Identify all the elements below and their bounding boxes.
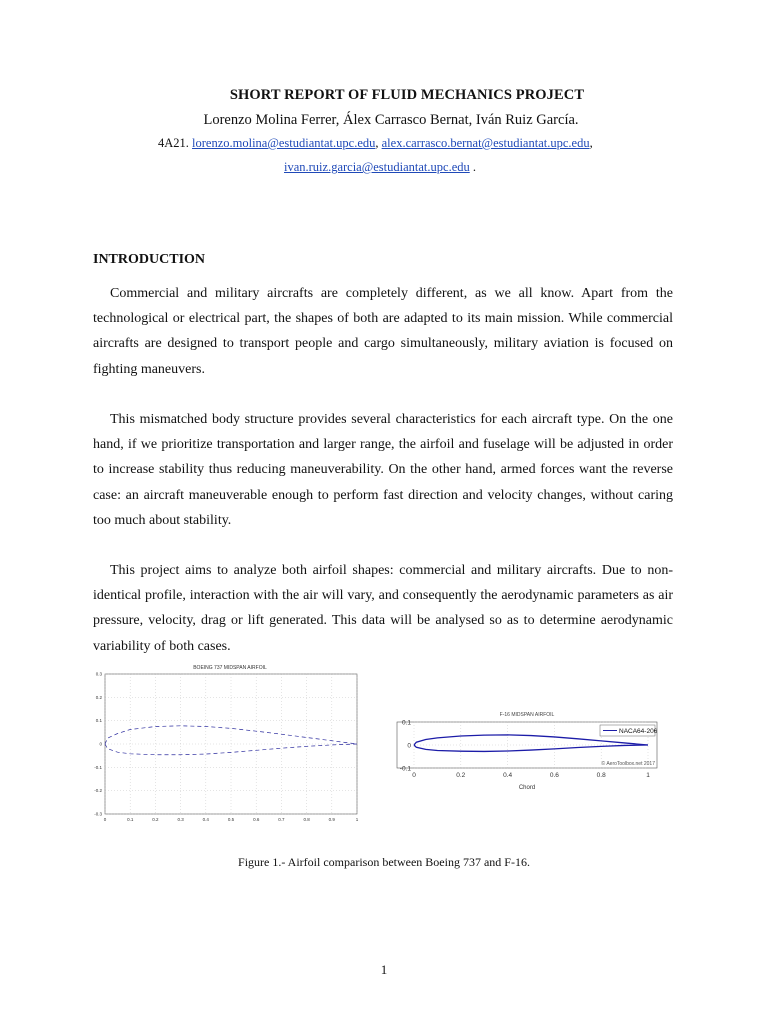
chart-title: BOEING 737 MIDSPAN AIRFOIL <box>193 665 267 671</box>
y-tick-label: 0 <box>99 741 102 747</box>
y-tick-label: -0.3 <box>94 811 102 817</box>
intro-paragraph-3: This project aims to analyze both airfoil shapes: commercial and military aircrafts. Due to non-identical profile, interaction with the air will vary, and consequently the aerodynamic parameters as air pressure, velocity, drag or lift generated. This data will be analysed so as to determine aerodynamic variability of both cases. <box>93 563 673 654</box>
group-code: 4A21. <box>158 136 189 150</box>
x-tick-label: 1 <box>355 817 359 822</box>
y-tick-label: -0.1 <box>94 764 102 770</box>
y-tick-label: -0.2 <box>94 788 102 794</box>
x-tick-label: 0.9 <box>328 817 335 822</box>
paper-title: SHORT REPORT OF FLUID MECHANICS PROJECT <box>229 87 585 103</box>
y-tick-label: 0.2 <box>95 694 102 700</box>
boeing-airfoil-chart <box>93 664 361 824</box>
x-tick-label: 1 <box>646 772 650 779</box>
email-separator: , <box>589 136 593 150</box>
x-tick-label: 0.7 <box>278 817 285 822</box>
email-end: . <box>472 160 476 174</box>
y-tick-label: 0.1 <box>401 719 411 727</box>
chart-background <box>93 664 361 824</box>
intro-paragraph-2: This mismatched body structure provides several characteristics for each aircraft type. On the one hand, if we prioritize transportation and larger range, the airfoil and fuselage will be adjusted in order to increase stability thus reducing maneuverability. On the other hand, armed forces want the reverse case: an aircraft maneuverable enough to perform fast direction and velocity changes, without caring too much about stability. <box>93 412 673 528</box>
y-tick-label: 0 <box>407 742 411 750</box>
x-tick-label: 0.1 <box>127 817 134 822</box>
section-heading: INTRODUCTION <box>93 252 206 267</box>
y-tick-label: 0.3 <box>95 671 102 677</box>
legend-label: NACA64-206 <box>619 728 658 735</box>
credit-text: © AeroToolbox.net 2017 <box>601 761 655 767</box>
x-tick-label: 0.6 <box>549 772 559 779</box>
x-tick-label: 0.3 <box>177 817 184 822</box>
author-list: Lorenzo Molina Ferrer, Álex Carrasco Bernat, Iván Ruiz García. <box>203 112 579 128</box>
x-tick-label: 0.2 <box>152 817 159 822</box>
y-tick-label: -0.1 <box>399 765 411 773</box>
email-link-ivan[interactable]: ivan.ruiz.garcia@estudiantat.upc.edu <box>284 160 470 174</box>
affiliation-line-2 <box>284 160 476 175</box>
f16-airfoil-chart <box>368 704 674 818</box>
x-tick-label: 0.8 <box>596 772 606 779</box>
page-number: 1 <box>380 962 388 977</box>
intro-paragraph-1: Commercial and military aircrafts are completely different, as we all know. Apart from the technological or electrical part, the shapes of both are adapted to its main mission. While commercial aircrafts are designed to transport people and cargo simultaneously, military aviation is focused on fighting maneuvers. <box>93 286 673 377</box>
x-tick-label: 0.6 <box>253 817 260 822</box>
x-tick-label: 0.2 <box>456 772 466 779</box>
x-tick-label: 0.5 <box>227 817 235 822</box>
x-tick-label: 0 <box>103 817 107 822</box>
legend <box>600 725 658 736</box>
figure-caption: Figure 1.- Airfoil comparison between Boeing 737 and F-16. <box>238 855 530 869</box>
x-tick-label: 0.8 <box>303 817 310 822</box>
x-tick-label: 0.4 <box>202 817 209 822</box>
x-tick-label: 0.4 <box>503 772 513 779</box>
y-tick-label: 0.1 <box>95 718 102 724</box>
affiliation-line <box>158 136 593 151</box>
email-link-lorenzo[interactable]: lorenzo.molina@estudiantat.upc.edu <box>192 136 376 150</box>
email-link-alex[interactable]: alex.carrasco.bernat@estudiantat.upc.edu <box>381 136 590 150</box>
email-separator: , <box>375 136 379 150</box>
x-tick-label: 0 <box>412 772 416 779</box>
x-axis-label: Chord <box>518 785 536 791</box>
chart-title: F-16 MIDSPAN AIRFOIL <box>499 712 555 718</box>
